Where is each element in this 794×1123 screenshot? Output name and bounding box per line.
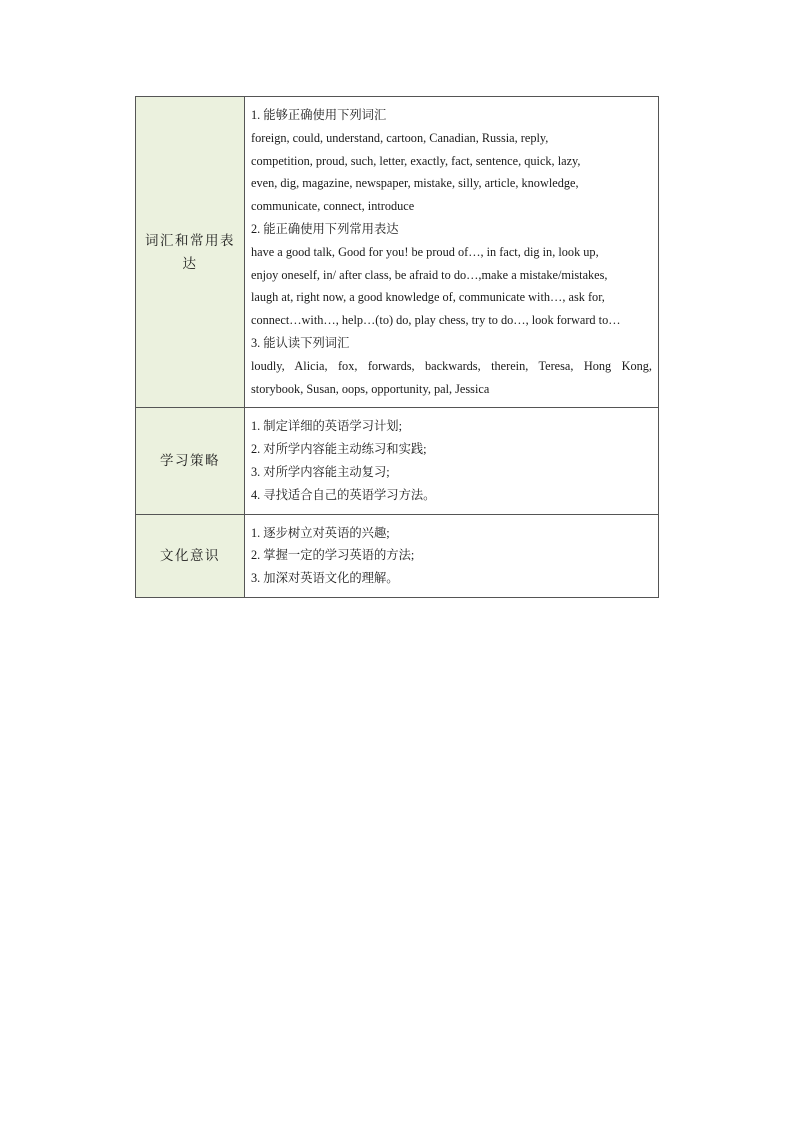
- content-line: storybook, Susan, oops, opportunity, pal, Jessica: [251, 381, 490, 396]
- content-line: 3. 加深对英语文化的理解。: [251, 571, 399, 586]
- row-content: [245, 514, 659, 597]
- content-line: loudly, Alicia, fox, forwards, backwards, therein, Teresa, Hong Kong,: [251, 358, 652, 373]
- content-line: 1. 制定详细的英语学习计划;: [251, 419, 402, 434]
- content-line: 1. 逐步树立对英语的兴趣;: [251, 525, 390, 540]
- content-line: laugh at, right now, a good knowledge of, communicate with…, ask for,: [251, 290, 605, 305]
- content-line: 3. 对所学内容能主动复习;: [251, 464, 390, 479]
- row-label: [136, 408, 245, 514]
- content-line: connect…with…, help…(to) do, play chess, try to do…, look forward to…: [251, 313, 621, 328]
- row-label-text: 文化意识: [160, 548, 220, 564]
- content-line: 3. 能认读下列词汇: [251, 335, 350, 350]
- content-line: competition, proud, such, letter, exactly, fact, sentence, quick, lazy,: [251, 153, 581, 168]
- content-line: 4. 寻找适合自己的英语学习方法。: [251, 487, 436, 502]
- content-line: even, dig, magazine, newspaper, mistake, silly, article, knowledge,: [251, 176, 579, 191]
- content-line: foreign, could, understand, cartoon, Canadian, Russia, reply,: [251, 130, 549, 145]
- content-line: have a good talk, Good for you! be proud of…, in fact, dig in, look up,: [251, 244, 599, 259]
- row-content: [245, 97, 659, 408]
- content-line: enjoy oneself, in/ after class, be afraid to do…,make a mistake/mistakes,: [251, 267, 608, 282]
- table-row: [136, 514, 659, 597]
- row-label: [136, 97, 245, 408]
- content-line: 2. 掌握一定的学习英语的方法;: [251, 548, 415, 563]
- table-row: [136, 97, 659, 408]
- row-label-text: 学习策略: [160, 453, 220, 469]
- content-line: communicate, connect, introduce: [251, 199, 415, 214]
- row-label: [136, 514, 245, 597]
- curriculum-table: [135, 96, 659, 598]
- row-label-text: 词汇和常用表达: [145, 233, 235, 272]
- row-content: [245, 408, 659, 514]
- table-row: [136, 408, 659, 514]
- content-line: 1. 能够正确使用下列词汇: [251, 108, 387, 122]
- content-line: 2. 能正确使用下列常用表达: [251, 221, 399, 236]
- content-line: 2. 对所学内容能主动练习和实践;: [251, 442, 427, 457]
